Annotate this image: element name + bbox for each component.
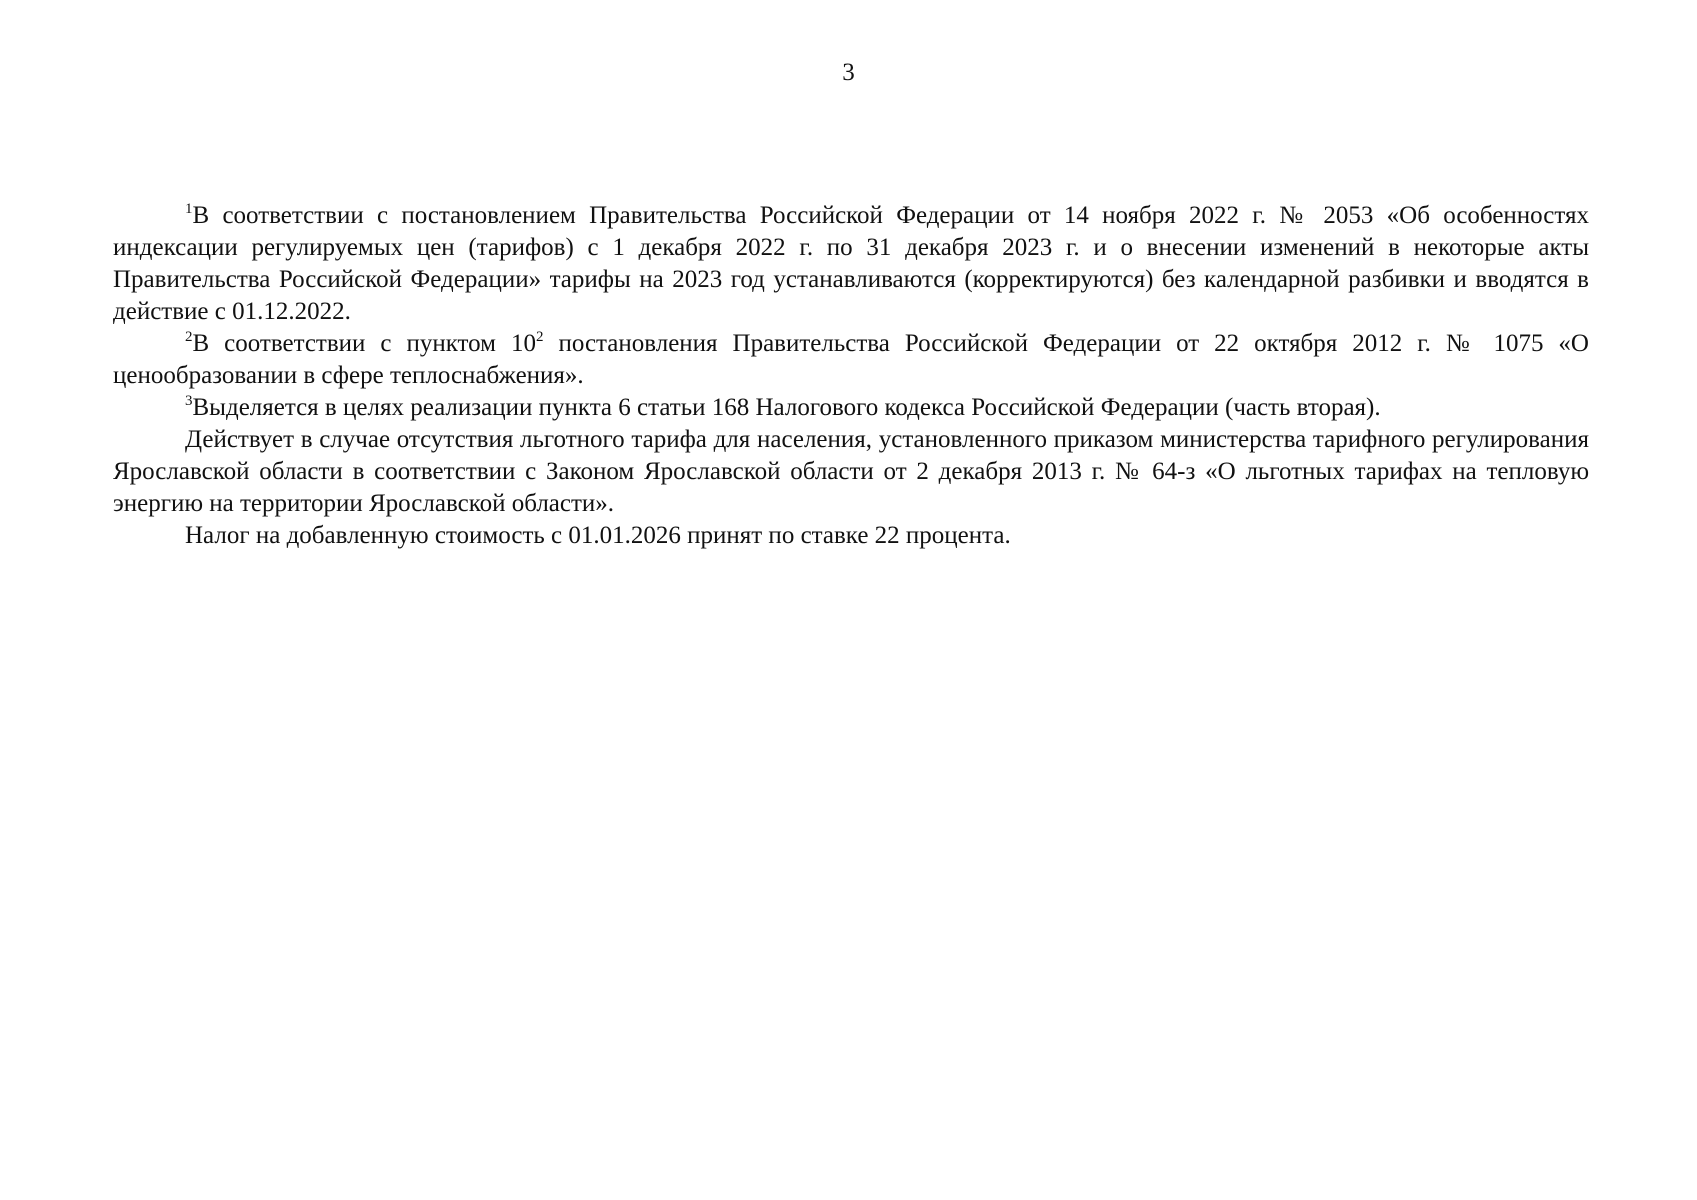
- note-paragraph-vat: Налог на добавленную стоимость с 01.01.2026 принят по ставке 22 процента.: [185, 522, 1011, 549]
- note-paragraph-benefit-tariff: Действует в случае отсутствия льготного тарифа для населения, установленного приказом министерства тарифного регулирования Ярославской области в соответствии с Законом Ярославской области от 2 декабря 2013 г. № 64-з «О льготных тарифах на тепловую энергию на территории Ярославской области».: [113, 426, 1589, 517]
- footnote-3: [113, 392, 1589, 424]
- page-number: 3: [842, 59, 855, 86]
- footnote-marker: 3: [185, 393, 193, 409]
- footnote-text-end: постановления Правительства Российской Федерации от 22 октября 2012 г. № 1075 «О ценообразовании в сфере теплоснабжения».: [113, 330, 1589, 389]
- footnote-marker: 1: [185, 201, 193, 217]
- footnote-text-start: В соответствии с пунктом 10: [192, 330, 536, 357]
- footnote-2: [113, 328, 1589, 392]
- footnotes-block: [113, 200, 1589, 552]
- footnote-marker: 2: [185, 329, 193, 345]
- clause-superscript: 2: [535, 329, 544, 345]
- footnote-1: [113, 200, 1589, 328]
- footnote-text: Выделяется в целях реализации пункта 6 статьи 168 Налогового кодекса Российской Федерации (часть вторая).: [192, 394, 1381, 421]
- footnote-text: В соответствии с постановлением Правительства Российской Федерации от 14 ноября 2022 г. № 2053 «Об особенностях индексации регулируемых цен (тарифов) с 1 декабря 2022 г. по 31 декабря 2023 г. и о внесении изменений в некоторые акты Правительства Российской Федерации» тарифы на 2023 год устанавливаются (корректируются) без календарной разбивки и вводятся в действие с 01.12.2022.: [113, 202, 1589, 325]
